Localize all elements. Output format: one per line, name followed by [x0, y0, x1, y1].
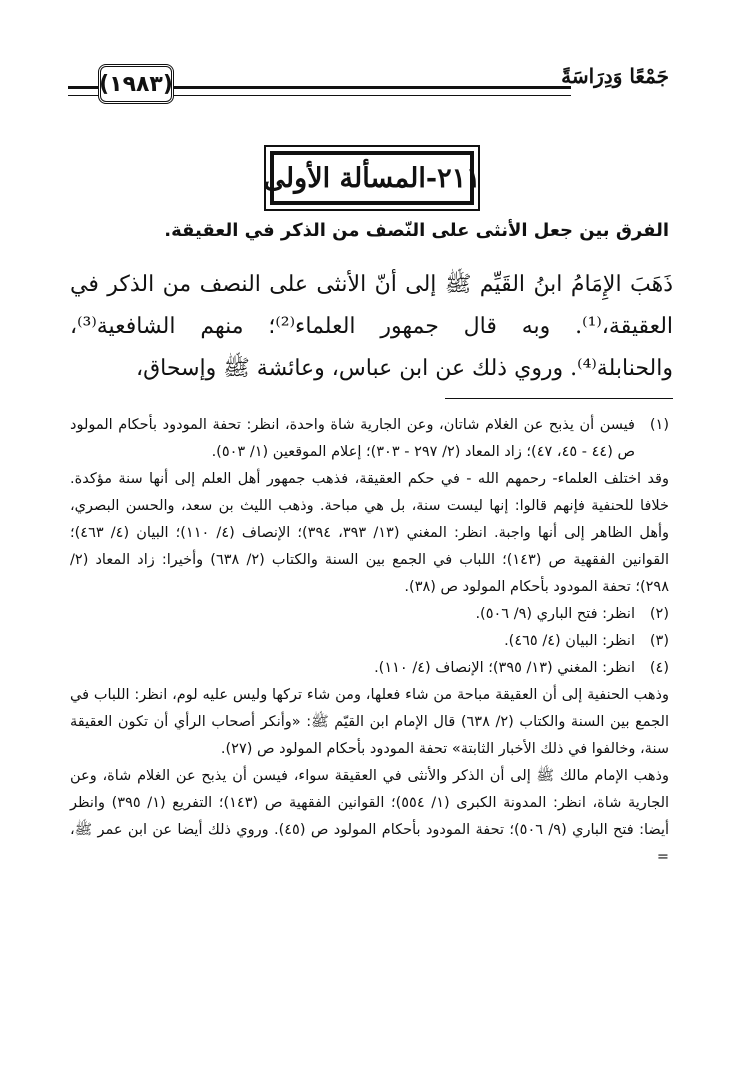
footnote-text: فيسن أن يذبح عن الغلام شاتان، وعن الجارية شاة واحدة، انظر: تحفة المودود بأحكام المولود ص (٤٤ - ٤٥، ٤٧)؛ زاد المعاد (٢/ ٢٩٧ - ٣٠٣)؛ إعلام الموقعين (١/ ٥٠٣).: [70, 417, 635, 460]
issue-heading-frame: [264, 145, 480, 211]
main-text: [70, 264, 673, 390]
running-title: جَمْعًا وَدِرَاسَةً: [561, 64, 669, 88]
issue-subtitle: الفرق بين جعل الأنثى على النّصف من الذكر في العقيقة.: [164, 220, 669, 241]
footnote-number: (٢): [649, 606, 669, 622]
footnotes: [70, 412, 669, 871]
footnote-4-continuation-b: وذهب الإمام مالك ﷺ إلى أن الذكر والأنثى في العقيقة سواء، فيسن أن يذبح عن الغلام شاة، وعن الجارية شاة، انظر: المدونة الكبرى (١/ ٥٥٤)؛ القوانين الفقهية ص (١٤٣)؛ التفريع (١/ ٣٩٥) وانظر أيضا: فتح الباري (٩/ ٥٠٦)؛ تحفة المودود بأحكام المولود ص (٤٥). وروي ذلك أيضا عن ابن عمر ﷺ، =: [70, 768, 670, 865]
issue-heading: ٢١١-المسألة الأولى: [270, 151, 474, 205]
footnote-4-continuation-a: وذهب الحنفية إلى أن العقيقة مباحة من شاء فعلها، ومن شاء تركها وليس عليه لوم، انظر: اللباب في الجمع بين السنة والكتاب (٢/ ٦٣٨) قال الإمام ابن القيّم ﷺ: «وأنكر أصحاب الرأي أن تكون العقيقة سنة، وخالفوا في ذلك الأخبار الثابتة» تحفة المودود بأحكام المولود ص (٢٧).: [70, 687, 669, 757]
footnote-3: [70, 628, 669, 655]
footnote-number: (٤): [649, 660, 669, 676]
page-number: (١٩٨٣): [98, 64, 174, 104]
footnote-separator: [445, 398, 673, 399]
footnote-1: [70, 412, 669, 466]
footnote-2: [70, 601, 669, 628]
footnote-text: انظر: البيان (٤/ ٤٦٥).: [504, 633, 635, 649]
footnote-number: (١): [649, 417, 669, 433]
footnote-number: (٣): [649, 633, 669, 649]
main-paragraph: ذَهَبَ الإِمَامُ ابنُ القَيِّم ﷺ إلى أنّ الأنثى على النصف من الذكر في العقيقة،⁽¹⁾. وبه قال جمهور العلماء⁽²⁾؛ منهم الشافعية⁽³⁾، والحنابلة⁽⁴⁾. وروي ذلك عن ابن عباس، وعائشة ﷺ وإسحاق،: [70, 272, 674, 381]
footnote-text: انظر: المغني (١٣/ ٣٩٥)؛ الإنصاف (٤/ ١١٠).: [374, 660, 635, 676]
footnote-4: [70, 655, 669, 682]
footnote-1-continuation: وقد اختلف العلماء- رحمهم الله - في حكم العقيقة، فذهب جمهور أهل العلم إلى أنها سنة مؤكدة. خلافا للحنفية فإنهم قالوا: إنها ليست سنة، بل هي مباحة. وذهب الليث بن سعد، والحسن البصري، وأهل الظاهر إلى أنها واجبة. انظر: المغني (١٣/ ٣٩٣، ٣٩٤)؛ الإنصاف (٤/ ١١٠)؛ البيان (٤/ ٤٦٣)؛ القوانين الفقهية ص (١٤٣)؛ اللباب في الجمع بين السنة والكتاب (٢/ ٦٣٨) وأخيرا: زاد المعاد (٢/ ٢٩٨)؛ تحفة المودود بأحكام المولود ص (٣٨).: [70, 471, 670, 595]
footnote-text: انظر: فتح الباري (٩/ ٥٠٦).: [475, 606, 635, 622]
